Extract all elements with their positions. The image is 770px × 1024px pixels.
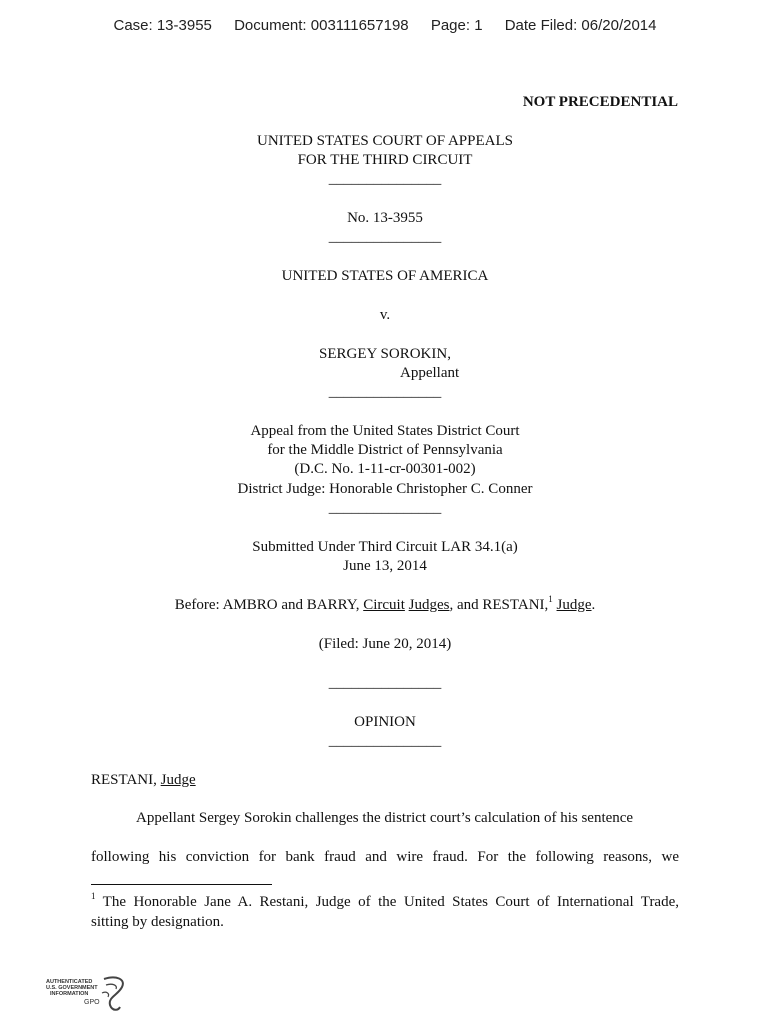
appeal-line3: (D.C. No. 1-11-cr-00301-002) bbox=[294, 461, 476, 477]
filed-date: (Filed: June 20, 2014) bbox=[318, 636, 452, 652]
panel-prefix: Before: AMBRO and BARRY, bbox=[174, 597, 364, 613]
document-number: Document: 003111657198 bbox=[234, 17, 409, 34]
appeal-line2: for the Middle District of Pennsylvania bbox=[267, 442, 503, 458]
body-line2: following his conviction for bank fraud and wire fraud. For the following reasons, we bbox=[91, 849, 679, 865]
panel-judges: Judges bbox=[408, 597, 450, 613]
separator-rule: _______________ bbox=[328, 229, 442, 245]
gpo-line2: U.S. GOVERNMENT bbox=[46, 985, 98, 991]
date-filed: Date Filed: 06/20/2014 bbox=[504, 17, 657, 34]
panel-end: . bbox=[591, 597, 596, 613]
appeal-line1: Appeal from the United States District Court bbox=[250, 423, 520, 439]
court-name-line1: UNITED STATES COURT OF APPEALS bbox=[257, 133, 513, 149]
footnote-line2: sitting by designation. bbox=[91, 914, 224, 930]
separator-rule: _______________ bbox=[328, 675, 442, 691]
gpo-authentication-logo bbox=[46, 975, 128, 1015]
gpo-eagle-icon bbox=[46, 975, 128, 1015]
versus: v. bbox=[379, 307, 391, 323]
separator-rule: _______________ bbox=[328, 384, 442, 400]
separator-rule: _______________ bbox=[328, 733, 442, 749]
separator-rule: _______________ bbox=[328, 171, 442, 187]
separator-rule: _______________ bbox=[328, 500, 442, 516]
opinion-title: OPINION bbox=[354, 714, 416, 730]
court-name-line2: FOR THE THIRD CIRCUIT bbox=[297, 152, 473, 168]
footnote-divider bbox=[91, 884, 272, 885]
author-name: RESTANI, bbox=[91, 772, 161, 788]
opinion-author bbox=[91, 771, 196, 791]
gpo-line3: INFORMATION bbox=[50, 991, 89, 997]
footnote-line1 bbox=[91, 893, 679, 913]
panel-circuit: Circuit bbox=[363, 597, 405, 613]
gpo-line4: GPO bbox=[84, 999, 100, 1006]
submitted-line1: Submitted Under Third Circuit LAR 34.1(a) bbox=[252, 539, 518, 555]
panel-judge: Judge bbox=[556, 597, 592, 613]
submitted-date: June 13, 2014 bbox=[343, 558, 427, 574]
author-title: Judge bbox=[160, 772, 196, 788]
panel-line bbox=[0, 596, 770, 616]
defendant-name: SERGEY SOROKIN, bbox=[319, 346, 451, 362]
defendant-role: Appellant bbox=[400, 365, 460, 381]
panel-mid: , and RESTANI, bbox=[449, 597, 549, 613]
body-line1: Appellant Sergey Sorokin challenges the district court’s calculation of his sentence bbox=[136, 810, 634, 826]
footnote-mark: 1 bbox=[91, 891, 96, 901]
plaintiff-name: UNITED STATES OF AMERICA bbox=[281, 268, 489, 284]
gpo-line1: AUTHENTICATED bbox=[46, 979, 93, 985]
footnote-text: The Honorable Jane A. Restani, Judge of the United States Court of International Trade, bbox=[95, 894, 679, 910]
docket-number: No. 13-3955 bbox=[347, 210, 423, 226]
precedential-status: NOT PRECEDENTIAL bbox=[522, 94, 678, 110]
filing-header bbox=[0, 17, 770, 34]
appeal-line4: District Judge: Honorable Christopher C. Conner bbox=[237, 481, 533, 497]
case-number: Case: 13-3955 bbox=[113, 17, 212, 34]
page-number: Page: 1 bbox=[430, 17, 483, 34]
footnote-reference: 1 bbox=[548, 594, 553, 604]
